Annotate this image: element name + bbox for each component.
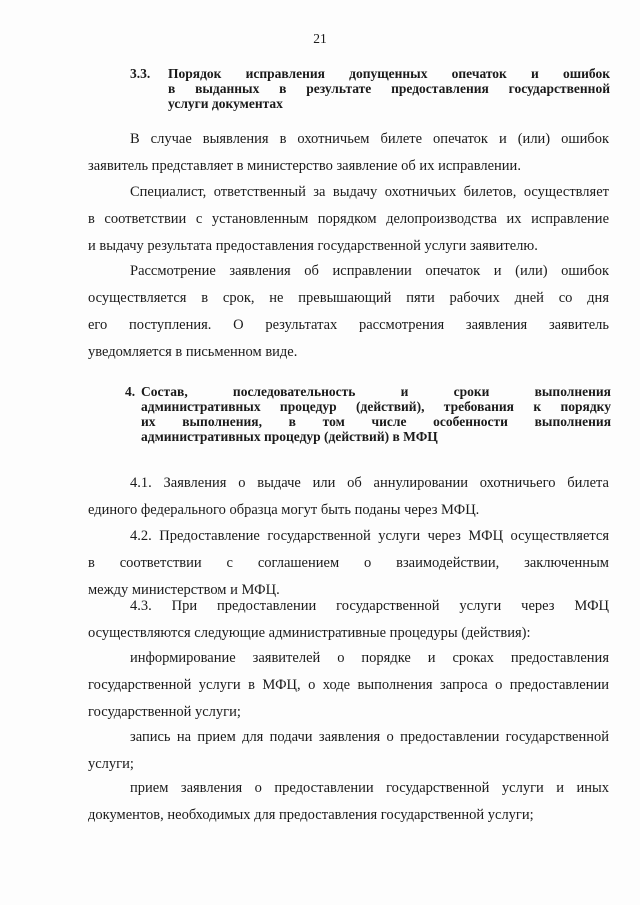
paragraph-line: в соответствии с соглашением о взаимодействии, заключенным: [88, 555, 609, 571]
paragraph-line: единого федерального образца могут быть поданы через МФЦ.: [88, 502, 480, 518]
paragraph-line: 4.3. При предоставлении государственной услуги через МФЦ: [130, 598, 609, 614]
paragraph-line: Рассмотрение заявления об исправлении опечаток и (или) ошибок: [130, 263, 609, 279]
section-3-3-title-line: услуги документах: [168, 96, 283, 111]
paragraph-line: осуществляются следующие административные процедуры (действия):: [88, 625, 531, 641]
section-3-3-number: 3.3.: [130, 66, 151, 81]
section-4-title-line: административных процедур (действий), требования к порядку: [141, 399, 611, 414]
paragraph: [88, 523, 609, 604]
paragraph-line: В случае выявления в охотничьем билете опечаток и (или) ошибок: [130, 131, 609, 147]
paragraph: [88, 593, 609, 647]
section-4-number: 4.: [125, 384, 136, 399]
list-item: [88, 724, 609, 778]
list-item: [88, 775, 609, 829]
paragraph: [88, 470, 609, 524]
paragraph-line: в соответствии с установленным порядком делопроизводства их исправление: [88, 211, 609, 227]
section-4-title-line: административных процедур (действий) в МФЦ: [141, 429, 438, 444]
section-4-title-line: Состав, последовательность и сроки выполнения: [141, 384, 611, 399]
section-4-heading: [125, 384, 611, 444]
paragraph: [88, 179, 609, 260]
section-3-3-heading: [130, 66, 610, 111]
paragraph-line: информирование заявителей о порядке и сроках предоставления: [130, 650, 609, 666]
paragraph-line: услуги;: [88, 756, 134, 772]
paragraph-line: 4.1. Заявления о выдаче или об аннулировании охотничьего билета: [130, 475, 609, 491]
paragraph-line: прием заявления о предоставлении государственной услуги и иных: [130, 780, 609, 796]
paragraph-line: заявитель представляет в министерство заявление об их исправлении.: [88, 158, 521, 174]
section-3-3-title-line: Порядок исправления допущенных опечаток и ошибок: [168, 66, 610, 81]
paragraph-line: государственной услуги;: [88, 704, 241, 720]
paragraph-line: осуществляется в срок, не превышающий пяти рабочих дней со дня: [88, 290, 609, 306]
page-number: 21: [313, 31, 327, 46]
paragraph-line: уведомляется в письменном виде.: [88, 344, 298, 360]
paragraph-line: его поступления. О результатах рассмотрения заявления заявитель: [88, 317, 609, 333]
paragraph-line: Специалист, ответственный за выдачу охотничьих билетов, осуществляет: [130, 184, 609, 200]
paragraph-line: запись на прием для подачи заявления о предоставлении государственной: [130, 729, 609, 745]
paragraph: [88, 258, 609, 366]
section-4-title-line: их выполнения, в том числе особенности выполнения: [141, 414, 611, 429]
section-3-3-title-line: в выданных в результате предоставления государственной: [168, 81, 610, 96]
paragraph-line: между министерством и МФЦ.: [88, 582, 280, 598]
paragraph-line: и выдачу результата предоставления государственной услуги заявителю.: [88, 238, 538, 254]
paragraph-line: государственной услуги в МФЦ, о ходе выполнения запроса о предоставлении: [88, 677, 609, 693]
list-item: [88, 645, 609, 726]
paragraph-line: документов, необходимых для предоставления государственной услуги;: [88, 807, 534, 823]
paragraph: [88, 126, 609, 180]
paragraph-line: 4.2. Предоставление государственной услуги через МФЦ осуществляется: [130, 528, 609, 544]
